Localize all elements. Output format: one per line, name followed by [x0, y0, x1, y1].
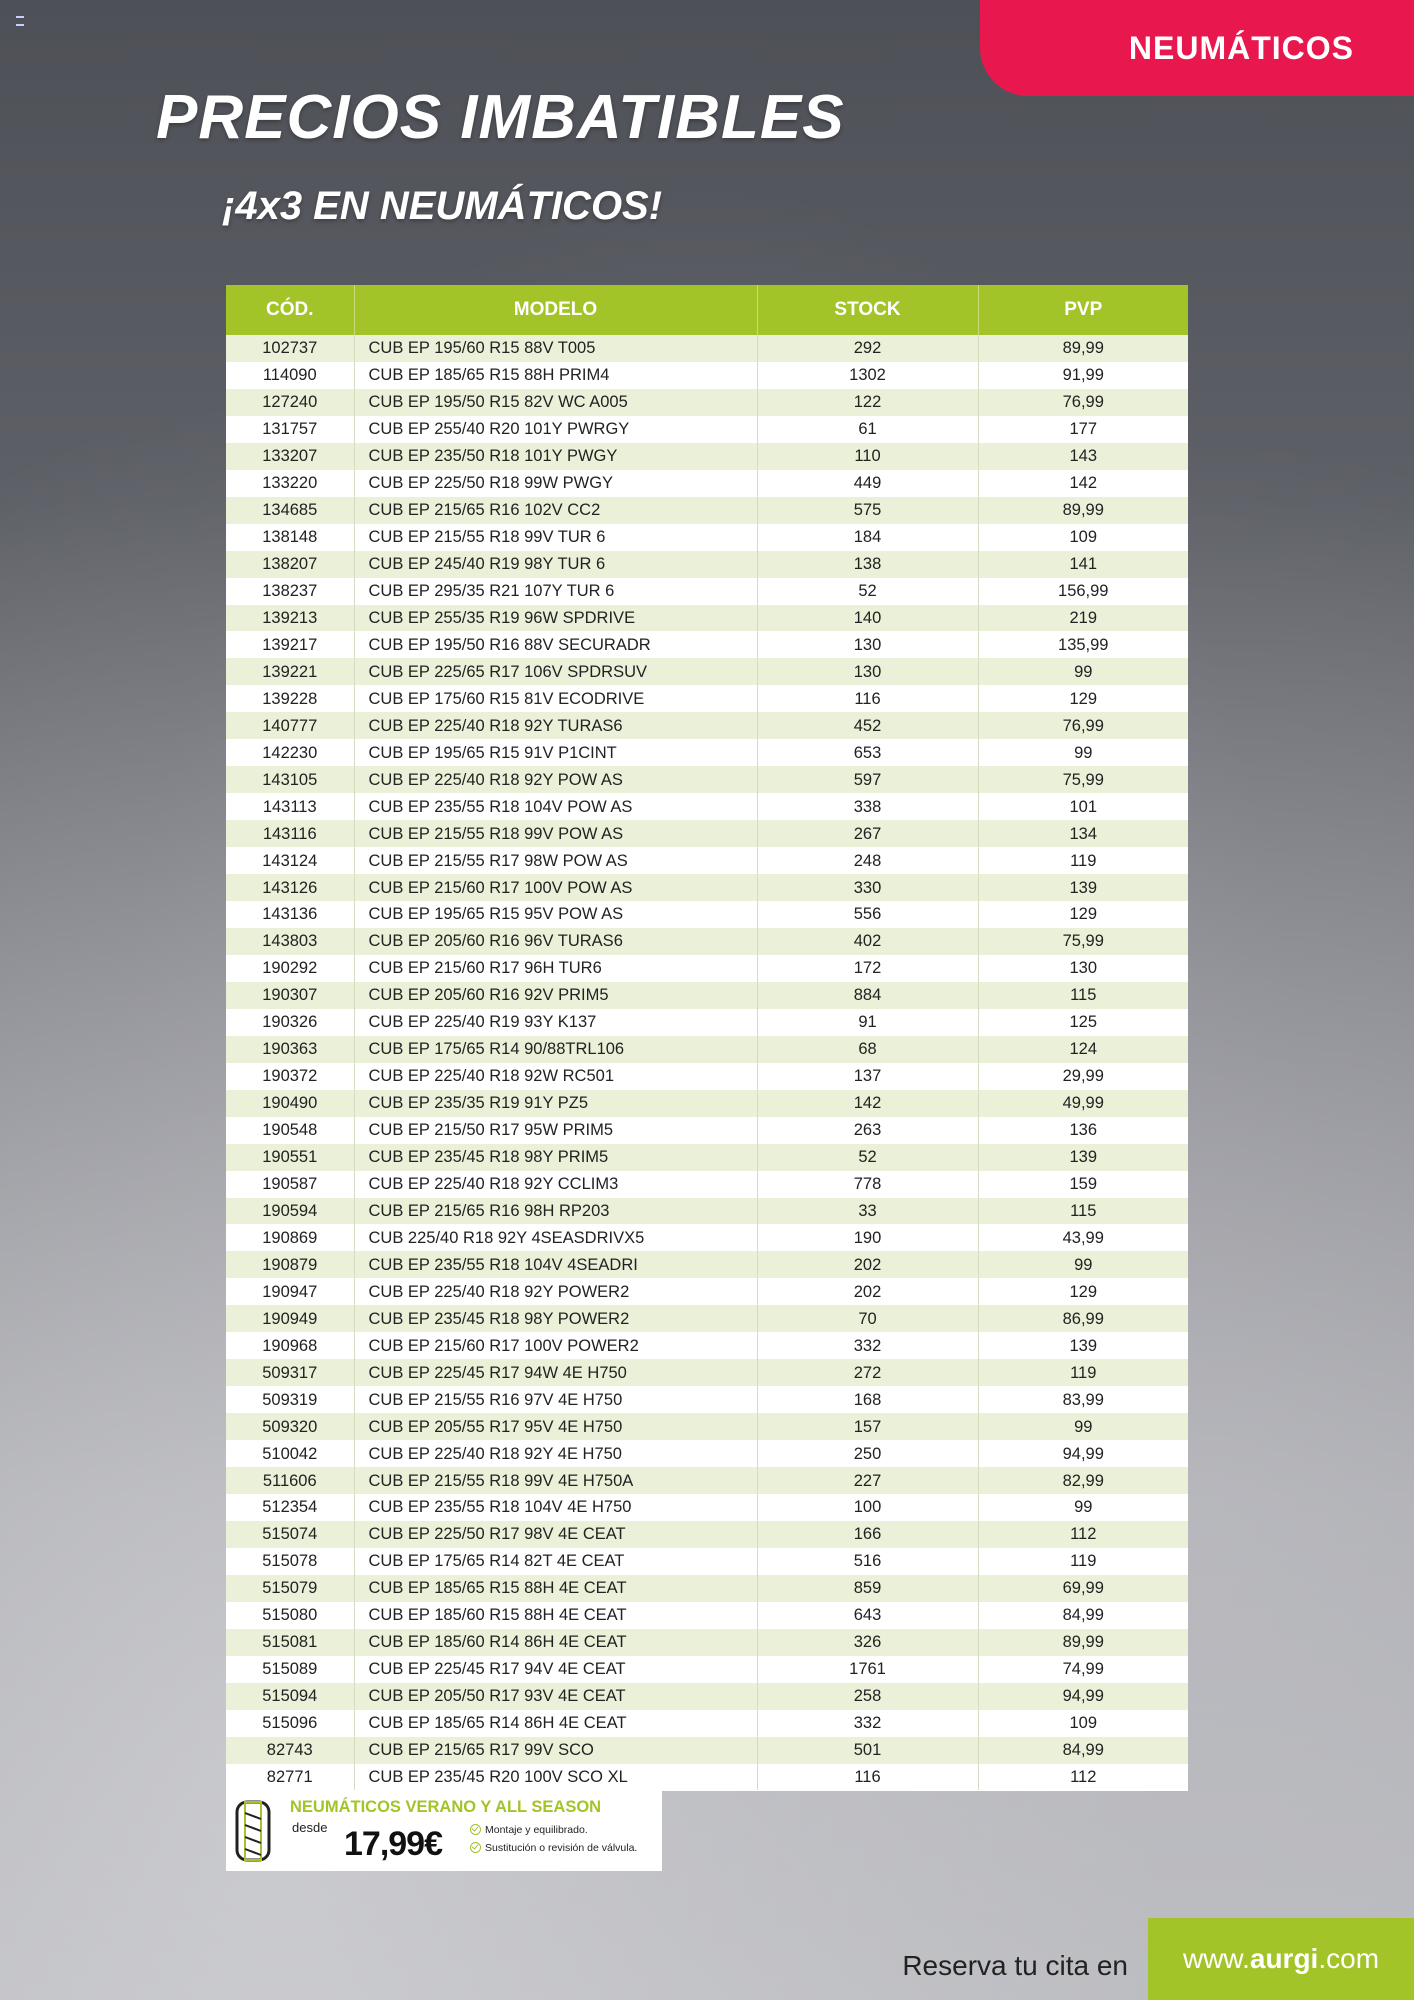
cell-code: 515079	[226, 1575, 354, 1602]
website-link[interactable]: www. aurgi .com	[1148, 1918, 1414, 2000]
cell-stock: 172	[757, 955, 978, 982]
cell-code: 190594	[226, 1198, 354, 1225]
cell-model: CUB EP 195/50 R16 88V SECURADR	[354, 631, 757, 658]
table-row	[226, 1494, 1188, 1521]
cell-pvp: 119	[978, 1359, 1188, 1386]
cell-model: CUB EP 225/45 R17 94W 4E H750	[354, 1359, 757, 1386]
cell-stock: 250	[757, 1440, 978, 1467]
cell-stock: 61	[757, 416, 978, 443]
cell-code: 190372	[226, 1063, 354, 1090]
cell-stock: 68	[757, 1036, 978, 1063]
cell-pvp: 177	[978, 416, 1188, 443]
cell-pvp: 91,99	[978, 362, 1188, 389]
table-row	[226, 1117, 1188, 1144]
cell-model: CUB EP 215/55 R17 98W POW AS	[354, 847, 757, 874]
cell-stock: 402	[757, 928, 978, 955]
cell-code: 515078	[226, 1548, 354, 1575]
price-table-container	[226, 285, 1188, 1791]
cell-model: CUB EP 235/55 R18 104V 4E H750	[354, 1494, 757, 1521]
table-row	[226, 1710, 1188, 1737]
header-pvp: PVP	[978, 285, 1188, 335]
cell-pvp: 86,99	[978, 1305, 1188, 1332]
table-row	[226, 578, 1188, 605]
cell-code: 139217	[226, 631, 354, 658]
cell-pvp: 125	[978, 1009, 1188, 1036]
cell-code: 127240	[226, 389, 354, 416]
cell-stock: 70	[757, 1305, 978, 1332]
table-row	[226, 1224, 1188, 1251]
table-row	[226, 1656, 1188, 1683]
cell-model: CUB EP 205/60 R16 92V PRIM5	[354, 982, 757, 1009]
cell-model: CUB EP 225/45 R17 94V 4E CEAT	[354, 1656, 757, 1683]
cell-code: 190869	[226, 1224, 354, 1251]
cell-code: 190307	[226, 982, 354, 1009]
table-row	[226, 1683, 1188, 1710]
cell-pvp: 143	[978, 443, 1188, 470]
cell-stock: 116	[757, 685, 978, 712]
cell-model: CUB EP 255/40 R20 101Y PWRGY	[354, 416, 757, 443]
cell-code: 190551	[226, 1144, 354, 1171]
cell-pvp: 135,99	[978, 631, 1188, 658]
cell-stock: 52	[757, 1144, 978, 1171]
cell-code: 131757	[226, 416, 354, 443]
cell-model: CUB EP 185/65 R14 86H 4E CEAT	[354, 1710, 757, 1737]
cell-stock: 575	[757, 497, 978, 524]
cell-stock: 263	[757, 1117, 978, 1144]
cell-code: 512354	[226, 1494, 354, 1521]
cell-pvp: 94,99	[978, 1683, 1188, 1710]
table-row	[226, 1144, 1188, 1171]
table-row	[226, 901, 1188, 928]
cell-model: CUB EP 195/65 R15 95V POW AS	[354, 901, 757, 928]
cell-stock: 452	[757, 712, 978, 739]
table-row	[226, 497, 1188, 524]
cell-model: CUB EP 215/60 R17 96H TUR6	[354, 955, 757, 982]
table-row	[226, 1521, 1188, 1548]
table-row	[226, 658, 1188, 685]
cell-model: CUB EP 235/55 R18 104V 4SEADRI	[354, 1251, 757, 1278]
cell-pvp: 129	[978, 685, 1188, 712]
cell-code: 190968	[226, 1332, 354, 1359]
cell-pvp: 141	[978, 551, 1188, 578]
table-row	[226, 1278, 1188, 1305]
cell-code: 138207	[226, 551, 354, 578]
cell-model: CUB EP 175/65 R14 90/88TRL106	[354, 1036, 757, 1063]
cell-code: 139228	[226, 685, 354, 712]
cell-pvp: 99	[978, 739, 1188, 766]
cell-code: 142230	[226, 739, 354, 766]
cell-model: CUB EP 215/55 R18 99V 4E H750A	[354, 1467, 757, 1494]
cell-stock: 168	[757, 1386, 978, 1413]
cell-pvp: 139	[978, 1332, 1188, 1359]
cell-stock: 338	[757, 793, 978, 820]
header-model: MODELO	[354, 285, 757, 335]
header-code: CÓD.	[226, 285, 354, 335]
cell-stock: 138	[757, 551, 978, 578]
cell-code: 139213	[226, 605, 354, 632]
cell-model: CUB EP 215/55 R18 99V POW AS	[354, 820, 757, 847]
promo-feature-1: Montaje y equilibrado.	[470, 1824, 588, 1836]
cell-model: CUB EP 225/40 R18 92W RC501	[354, 1063, 757, 1090]
table-row	[226, 1251, 1188, 1278]
table-row	[226, 1198, 1188, 1225]
cell-pvp: 139	[978, 1144, 1188, 1171]
cell-pvp: 115	[978, 982, 1188, 1009]
cell-pvp: 75,99	[978, 766, 1188, 793]
cell-pvp: 130	[978, 955, 1188, 982]
cell-stock: 1302	[757, 362, 978, 389]
cell-model: CUB EP 295/35 R21 107Y TUR 6	[354, 578, 757, 605]
cell-pvp: 115	[978, 1198, 1188, 1225]
cell-code: 190292	[226, 955, 354, 982]
cell-stock: 130	[757, 658, 978, 685]
cell-stock: 140	[757, 605, 978, 632]
check-icon	[470, 1824, 481, 1835]
table-body	[226, 335, 1188, 1790]
table-header-row	[226, 285, 1188, 335]
tire-icon	[234, 1799, 272, 1863]
cell-model: CUB EP 185/60 R15 88H 4E CEAT	[354, 1602, 757, 1629]
table-row	[226, 470, 1188, 497]
cell-stock: 643	[757, 1602, 978, 1629]
cell-stock: 859	[757, 1575, 978, 1602]
cell-model: CUB EP 215/60 R17 100V POW AS	[354, 874, 757, 901]
cell-pvp: 124	[978, 1036, 1188, 1063]
cell-code: 515080	[226, 1602, 354, 1629]
table-row	[226, 1036, 1188, 1063]
table-row	[226, 524, 1188, 551]
cell-model: CUB 225/40 R18 92Y 4SEASDRIVX5	[354, 1224, 757, 1251]
cell-model: CUB EP 205/55 R17 95V 4E H750	[354, 1413, 757, 1440]
cell-model: CUB EP 205/50 R17 93V 4E CEAT	[354, 1683, 757, 1710]
cell-pvp: 109	[978, 1710, 1188, 1737]
cell-pvp: 109	[978, 524, 1188, 551]
cell-stock: 653	[757, 739, 978, 766]
cell-model: CUB EP 215/65 R16 98H RP203	[354, 1198, 757, 1225]
cell-pvp: 134	[978, 820, 1188, 847]
cell-model: CUB EP 255/35 R19 96W SPDRIVE	[354, 605, 757, 632]
category-tab	[980, 0, 1414, 96]
cell-model: CUB EP 225/40 R18 92Y POWER2	[354, 1278, 757, 1305]
header-stock: STOCK	[757, 285, 978, 335]
table-row	[226, 1090, 1188, 1117]
promo-heading: NEUMÁTICOS VERANO Y ALL SEASON	[290, 1798, 602, 1816]
cell-code: 510042	[226, 1440, 354, 1467]
cell-model: CUB EP 225/40 R18 92Y 4E H750	[354, 1440, 757, 1467]
check-icon	[470, 1842, 481, 1853]
cell-code: 143124	[226, 847, 354, 874]
cell-pvp: 89,99	[978, 1629, 1188, 1656]
cell-code: 133220	[226, 470, 354, 497]
cell-pvp: 99	[978, 1494, 1188, 1521]
cell-stock: 142	[757, 1090, 978, 1117]
cell-stock: 227	[757, 1467, 978, 1494]
menu-mark-icon	[16, 16, 24, 26]
table-row	[226, 982, 1188, 1009]
cell-code: 82743	[226, 1737, 354, 1764]
cell-code: 143116	[226, 820, 354, 847]
table-row	[226, 1764, 1188, 1791]
cell-pvp: 159	[978, 1171, 1188, 1198]
cell-pvp: 89,99	[978, 335, 1188, 362]
cell-model: CUB EP 245/40 R19 98Y TUR 6	[354, 551, 757, 578]
cell-code: 143113	[226, 793, 354, 820]
cell-model: CUB EP 185/65 R15 88H 4E CEAT	[354, 1575, 757, 1602]
table-row	[226, 1413, 1188, 1440]
reserva-text: Reserva tu cita en	[902, 1950, 1128, 1981]
cell-model: CUB EP 175/65 R14 82T 4E CEAT	[354, 1548, 757, 1575]
cell-code: 140777	[226, 712, 354, 739]
cell-stock: 332	[757, 1710, 978, 1737]
cell-stock: 501	[757, 1737, 978, 1764]
cell-stock: 332	[757, 1332, 978, 1359]
cell-code: 102737	[226, 335, 354, 362]
cell-code: 509320	[226, 1413, 354, 1440]
table-row	[226, 1305, 1188, 1332]
cell-stock: 52	[757, 578, 978, 605]
cell-stock: 100	[757, 1494, 978, 1521]
cell-pvp: 119	[978, 847, 1188, 874]
cell-model: CUB EP 225/65 R17 106V SPDRSUV	[354, 658, 757, 685]
table-row	[226, 766, 1188, 793]
cell-model: CUB EP 235/35 R19 91Y PZ5	[354, 1090, 757, 1117]
table-row	[226, 1171, 1188, 1198]
cell-model: CUB EP 235/45 R20 100V SCO XL	[354, 1764, 757, 1791]
table-row	[226, 1332, 1188, 1359]
cell-code: 190587	[226, 1171, 354, 1198]
cell-pvp: 99	[978, 1251, 1188, 1278]
table-row	[226, 874, 1188, 901]
table-row	[226, 1359, 1188, 1386]
table-row	[226, 443, 1188, 470]
page-title: PRECIOS IMBATIBLES	[156, 83, 845, 152]
cell-pvp: 219	[978, 605, 1188, 632]
cell-pvp: 129	[978, 901, 1188, 928]
cell-pvp: 84,99	[978, 1602, 1188, 1629]
table-row	[226, 335, 1188, 362]
cell-code: 515081	[226, 1629, 354, 1656]
cell-code: 138148	[226, 524, 354, 551]
cell-model: CUB EP 195/50 R15 82V WC A005	[354, 389, 757, 416]
cell-model: CUB EP 225/50 R17 98V 4E CEAT	[354, 1521, 757, 1548]
table-row	[226, 793, 1188, 820]
cell-code: 190949	[226, 1305, 354, 1332]
cell-code: 138237	[226, 578, 354, 605]
cell-stock: 597	[757, 766, 978, 793]
table-row	[226, 416, 1188, 443]
cell-code: 82771	[226, 1764, 354, 1791]
cell-pvp: 139	[978, 874, 1188, 901]
cell-pvp: 112	[978, 1521, 1188, 1548]
cell-code: 515089	[226, 1656, 354, 1683]
cell-pvp: 94,99	[978, 1440, 1188, 1467]
table-row	[226, 685, 1188, 712]
cell-model: CUB EP 225/40 R18 92Y TURAS6	[354, 712, 757, 739]
cell-model: CUB EP 225/50 R18 99W PWGY	[354, 470, 757, 497]
cell-pvp: 101	[978, 793, 1188, 820]
cell-model: CUB EP 185/60 R14 86H 4E CEAT	[354, 1629, 757, 1656]
cell-code: 509319	[226, 1386, 354, 1413]
cell-model: CUB EP 235/45 R18 98Y PRIM5	[354, 1144, 757, 1171]
cell-stock: 884	[757, 982, 978, 1009]
cell-stock: 91	[757, 1009, 978, 1036]
cell-code: 190879	[226, 1251, 354, 1278]
cell-model: CUB EP 215/65 R17 99V SCO	[354, 1737, 757, 1764]
cell-stock: 248	[757, 847, 978, 874]
table-row	[226, 1009, 1188, 1036]
cell-pvp: 99	[978, 1413, 1188, 1440]
cell-code: 143105	[226, 766, 354, 793]
table-row	[226, 712, 1188, 739]
cell-pvp: 29,99	[978, 1063, 1188, 1090]
cell-stock: 267	[757, 820, 978, 847]
cell-model: CUB EP 225/40 R18 92Y POW AS	[354, 766, 757, 793]
table-row	[226, 739, 1188, 766]
cell-stock: 116	[757, 1764, 978, 1791]
cell-stock: 122	[757, 389, 978, 416]
table-row	[226, 362, 1188, 389]
cell-stock: 190	[757, 1224, 978, 1251]
price-table	[226, 285, 1188, 1790]
cell-stock: 292	[757, 335, 978, 362]
table-row	[226, 847, 1188, 874]
cell-pvp: 49,99	[978, 1090, 1188, 1117]
table-row	[226, 1063, 1188, 1090]
cell-code: 143803	[226, 928, 354, 955]
cell-pvp: 142	[978, 470, 1188, 497]
table-row	[226, 928, 1188, 955]
cell-model: CUB EP 235/50 R18 101Y PWGY	[354, 443, 757, 470]
cell-stock: 166	[757, 1521, 978, 1548]
cell-pvp: 43,99	[978, 1224, 1188, 1251]
table-row	[226, 631, 1188, 658]
table-row	[226, 1386, 1188, 1413]
cell-code: 133207	[226, 443, 354, 470]
cell-code: 190326	[226, 1009, 354, 1036]
promo-feature-2: Sustitución o revisión de válvula.	[470, 1842, 637, 1854]
cell-model: CUB EP 215/50 R17 95W PRIM5	[354, 1117, 757, 1144]
cell-stock: 449	[757, 470, 978, 497]
cell-model: CUB EP 215/55 R16 97V 4E H750	[354, 1386, 757, 1413]
cell-code: 509317	[226, 1359, 354, 1386]
cell-stock: 258	[757, 1683, 978, 1710]
cell-model: CUB EP 195/60 R15 88V T005	[354, 335, 757, 362]
cell-pvp: 84,99	[978, 1737, 1188, 1764]
cell-code: 143126	[226, 874, 354, 901]
cell-model: CUB EP 215/60 R17 100V POWER2	[354, 1332, 757, 1359]
table-row	[226, 1575, 1188, 1602]
table-row	[226, 389, 1188, 416]
cell-pvp: 99	[978, 658, 1188, 685]
cell-code: 515094	[226, 1683, 354, 1710]
cell-stock: 137	[757, 1063, 978, 1090]
table-row	[226, 605, 1188, 632]
cell-stock: 202	[757, 1278, 978, 1305]
cell-stock: 1761	[757, 1656, 978, 1683]
cell-code: 511606	[226, 1467, 354, 1494]
promo-price: 17,99€	[344, 1825, 442, 1863]
cell-pvp: 75,99	[978, 928, 1188, 955]
cell-model: CUB EP 225/40 R18 92Y CCLIM3	[354, 1171, 757, 1198]
promo-box	[226, 1791, 662, 1871]
cell-pvp: 82,99	[978, 1467, 1188, 1494]
cell-model: CUB EP 215/55 R18 99V TUR 6	[354, 524, 757, 551]
cell-model: CUB EP 195/65 R15 91V P1CINT	[354, 739, 757, 766]
cell-stock: 202	[757, 1251, 978, 1278]
cell-model: CUB EP 215/65 R16 102V CC2	[354, 497, 757, 524]
cell-model: CUB EP 175/60 R15 81V ECODRIVE	[354, 685, 757, 712]
cell-pvp: 112	[978, 1764, 1188, 1791]
cell-stock: 157	[757, 1413, 978, 1440]
cell-stock: 110	[757, 443, 978, 470]
cell-code: 515096	[226, 1710, 354, 1737]
table-row	[226, 1548, 1188, 1575]
cell-code: 114090	[226, 362, 354, 389]
table-row	[226, 551, 1188, 578]
cell-stock: 330	[757, 874, 978, 901]
cell-model: CUB EP 235/55 R18 104V POW AS	[354, 793, 757, 820]
cell-stock: 516	[757, 1548, 978, 1575]
cell-pvp: 74,99	[978, 1656, 1188, 1683]
cell-code: 190363	[226, 1036, 354, 1063]
cell-code: 134685	[226, 497, 354, 524]
table-row	[226, 820, 1188, 847]
cell-stock: 33	[757, 1198, 978, 1225]
cell-model: CUB EP 205/60 R16 96V TURAS6	[354, 928, 757, 955]
cell-pvp: 76,99	[978, 712, 1188, 739]
table-row	[226, 1629, 1188, 1656]
cell-code: 143136	[226, 901, 354, 928]
cell-stock: 326	[757, 1629, 978, 1656]
cell-pvp: 76,99	[978, 389, 1188, 416]
cell-pvp: 83,99	[978, 1386, 1188, 1413]
page-subtitle: ¡4x3 EN NEUMÁTICOS!	[222, 184, 663, 228]
cell-pvp: 156,99	[978, 578, 1188, 605]
table-row	[226, 1602, 1188, 1629]
cell-pvp: 129	[978, 1278, 1188, 1305]
cell-pvp: 89,99	[978, 497, 1188, 524]
table-row	[226, 1467, 1188, 1494]
category-tab-label: NEUMÁTICOS	[1128, 29, 1354, 66]
cell-code: 139221	[226, 658, 354, 685]
promo-desde: desde	[292, 1820, 328, 1835]
cell-code: 515074	[226, 1521, 354, 1548]
cell-model: CUB EP 185/65 R15 88H PRIM4	[354, 362, 757, 389]
cell-code: 190490	[226, 1090, 354, 1117]
cell-stock: 778	[757, 1171, 978, 1198]
cell-pvp: 136	[978, 1117, 1188, 1144]
cell-pvp: 69,99	[978, 1575, 1188, 1602]
cell-stock: 272	[757, 1359, 978, 1386]
table-row	[226, 955, 1188, 982]
cell-model: CUB EP 235/45 R18 98Y POWER2	[354, 1305, 757, 1332]
cell-stock: 130	[757, 631, 978, 658]
cell-model: CUB EP 225/40 R19 93Y K137	[354, 1009, 757, 1036]
cell-code: 190947	[226, 1278, 354, 1305]
cell-stock: 184	[757, 524, 978, 551]
cell-stock: 556	[757, 901, 978, 928]
table-row	[226, 1737, 1188, 1764]
cell-pvp: 119	[978, 1548, 1188, 1575]
table-row	[226, 1440, 1188, 1467]
cell-code: 190548	[226, 1117, 354, 1144]
